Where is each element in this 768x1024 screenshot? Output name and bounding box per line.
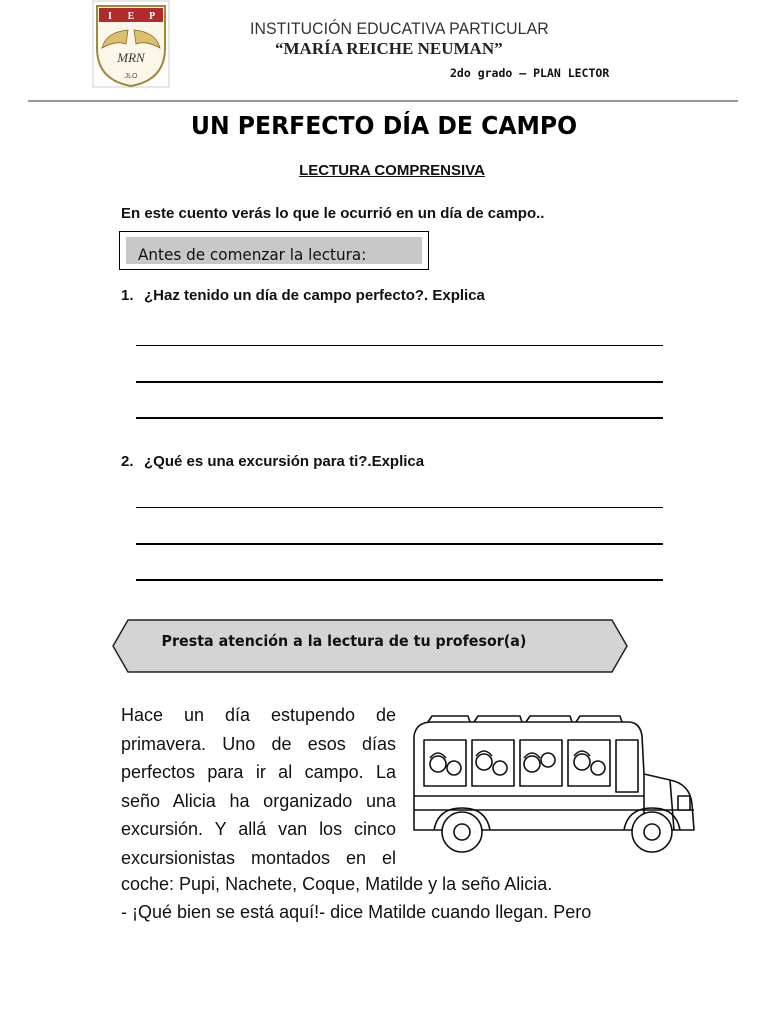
- institution-name: INSTITUCIÓN EDUCATIVA PARTICULAR: [250, 19, 549, 38]
- school-name: “MARÍA REICHE NEUMAN”: [275, 39, 503, 58]
- school-bus-illustration: [408, 714, 700, 860]
- answer-line[interactable]: [136, 417, 663, 419]
- question-2-text: ¿Qué es una excursión para ti?.Explica: [144, 453, 425, 470]
- question-2-number: 2.: [121, 453, 134, 470]
- story-paragraph: [121, 701, 396, 872]
- story-line: excursionistas montados en el: [121, 847, 396, 868]
- svg-text:I: I: [108, 11, 112, 22]
- answer-line[interactable]: [136, 507, 663, 508]
- grade-plan-label: 2do grado – PLAN LECTOR: [450, 66, 610, 80]
- answer-line[interactable]: [136, 381, 663, 383]
- story-line: primavera. Uno de esos días: [121, 733, 396, 754]
- story-line: excursión. Y allá van los cinco: [121, 819, 396, 839]
- section-subtitle: LECTURA COMPRENSIVA: [299, 162, 485, 179]
- story-line: seño Alicia ha organizado una: [121, 790, 396, 811]
- question-1-text: ¿Haz tenido un día de campo perfecto?. Explica: [144, 287, 485, 304]
- answer-line[interactable]: [136, 345, 663, 346]
- before-reading-box: [119, 231, 429, 270]
- story-line: perfectos para ir al campo. La: [121, 762, 396, 782]
- page-title: UN PERFECTO DÍA DE CAMPO: [190, 111, 578, 140]
- before-reading-fill: [126, 237, 422, 264]
- intro-text: En este cuento verás lo que le ocurrió en un día de campo..: [121, 205, 545, 222]
- story-line: - ¡Qué bien se está aquí!- dice Matilde cuando llegan. Pero: [121, 902, 592, 922]
- question-1: [121, 287, 485, 304]
- before-reading-label: Antes de comenzar la lectura:: [138, 245, 367, 264]
- svg-text:E: E: [127, 11, 135, 22]
- header-divider: [28, 100, 738, 102]
- svg-text:MRN: MRN: [117, 50, 145, 65]
- story-line: Hace un día estupendo de: [121, 705, 396, 725]
- story-line: coche: Pupi, Nachete, Coque, Matilde y la seño Alicia.: [121, 874, 553, 894]
- instruction-banner-text: Presta atención a la lectura de tu profesor(a): [161, 632, 527, 650]
- answer-line[interactable]: [136, 579, 663, 581]
- answer-line[interactable]: [136, 543, 663, 545]
- question-2: [121, 453, 424, 470]
- school-crest-logo: [92, 0, 170, 88]
- svg-text:P: P: [148, 11, 156, 22]
- question-1-number: 1.: [121, 287, 134, 304]
- svg-text:JLO: JLO: [124, 73, 138, 80]
